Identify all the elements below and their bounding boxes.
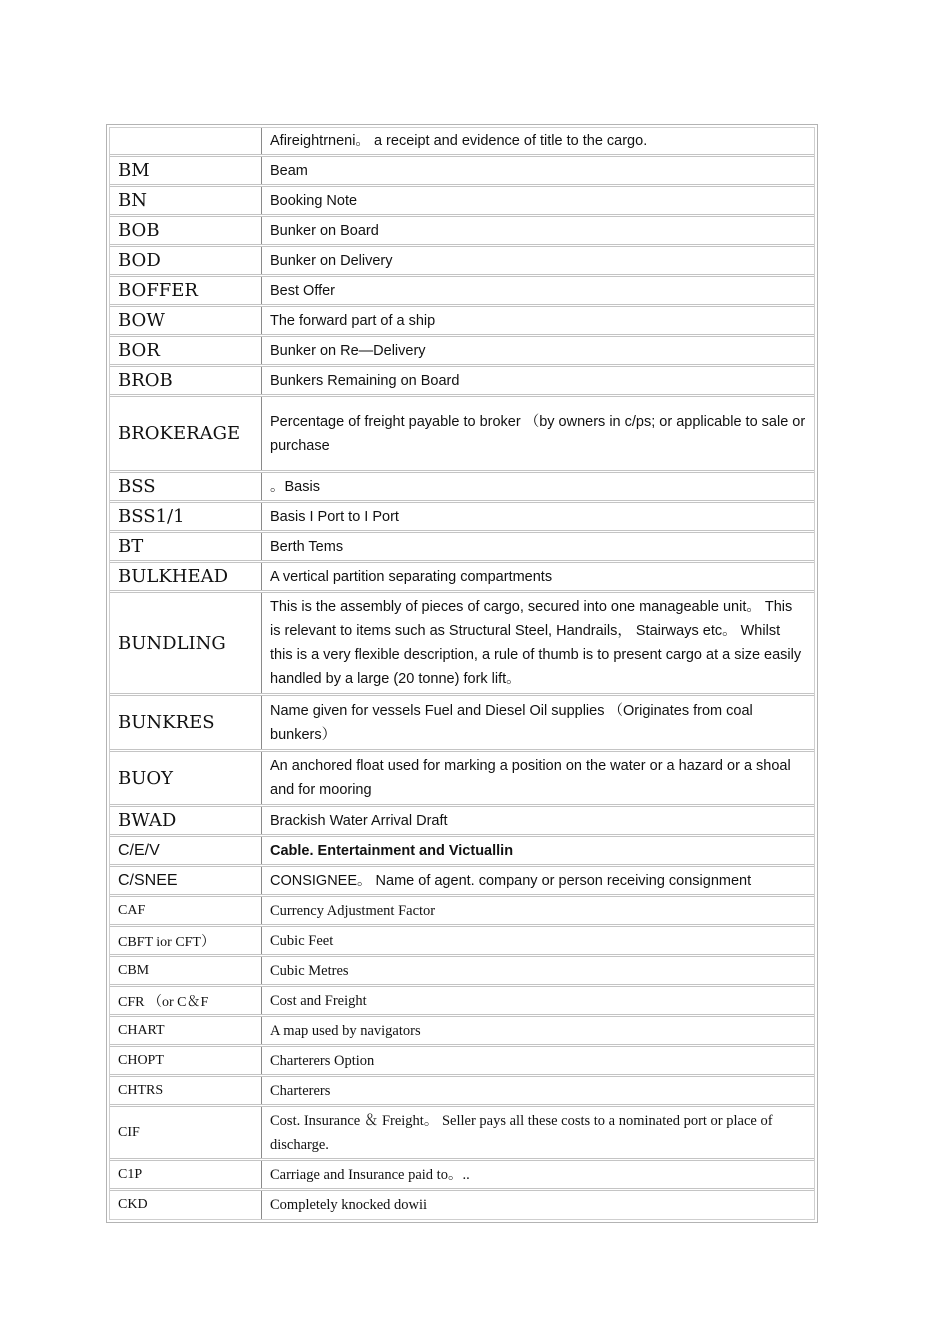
table-row <box>110 157 814 187</box>
definition-cell: Bunkers Remaining on Board <box>270 372 460 389</box>
definition-cell: Bunker on Delivery <box>270 252 393 269</box>
term-cell: BROKERAGE <box>110 397 262 470</box>
table-row <box>110 1191 814 1219</box>
definition-cell: This is the assembly of pieces of cargo, secured into one manageable unit。 This is relevant to items such as Structural Steel, Handrails， Stairways etc。 Whilst this is a very flexible description, a rule of thumb is to present cargo at a size easily handled by a large (20 tonne) fork lift。 <box>270 599 802 687</box>
table-row <box>110 187 814 217</box>
table-row <box>110 473 814 503</box>
table-row <box>110 367 814 397</box>
definition-cell: Afireightrneni。 a receipt and evidence of title to the cargo. <box>270 133 648 149</box>
table-row <box>110 927 814 957</box>
term-cell: CIF <box>110 1107 262 1158</box>
definition-cell: Percentage of freight payable to broker （by owners in c/ps; or applicable to sale or purchase <box>270 413 806 454</box>
term-cell: BSS1/1 <box>110 503 262 530</box>
term-cell: BOFFER <box>110 277 262 304</box>
definition-cell: Beam <box>270 162 308 179</box>
table-row <box>110 397 814 473</box>
term-cell: BROB <box>110 367 262 394</box>
definition-cell: Brackish Water Arrival Draft <box>270 812 448 829</box>
table-row <box>110 1017 814 1047</box>
term-cell: BOD <box>110 247 262 274</box>
table-row <box>110 533 814 563</box>
term-cell: BM <box>110 157 262 184</box>
term-cell: BT <box>110 533 262 560</box>
table-row <box>110 957 814 987</box>
definition-cell: A vertical partition separating compartments <box>270 568 553 585</box>
table-row <box>110 277 814 307</box>
term-cell: BUNKRES <box>110 696 262 749</box>
table-row <box>110 837 814 867</box>
term-cell: C1P <box>110 1161 262 1188</box>
definition-cell: Bunker on Re—Delivery <box>270 342 426 359</box>
definition-cell: 。Basis <box>270 478 320 495</box>
definition-cell: Cable. Entertainment and Victuallin <box>270 842 514 859</box>
table-row <box>110 593 814 696</box>
term-cell: C/SNEE <box>110 867 262 894</box>
term-cell: BULKHEAD <box>110 563 262 590</box>
definition-cell: Charterers Option <box>270 1052 375 1069</box>
term-cell: BWAD <box>110 807 262 834</box>
table-row <box>110 987 814 1017</box>
table-row <box>110 696 814 752</box>
definition-cell: Berth Tems <box>270 538 344 555</box>
table-row <box>110 1161 814 1191</box>
definition-cell: Best Offer <box>270 282 336 299</box>
table-row <box>110 217 814 247</box>
table-row <box>110 503 814 533</box>
definition-cell: Name given for vessels Fuel and Diesel Oil supplies （Originates from coal bunkers） <box>270 702 753 743</box>
definition-cell: A map used by navigators <box>270 1022 421 1039</box>
term-cell: CFR （or C＆F <box>110 987 262 1014</box>
term-cell: BN <box>110 187 262 214</box>
definition-cell: Cubic Feet <box>270 932 334 949</box>
term-cell: BOB <box>110 217 262 244</box>
term-cell: CHART <box>110 1017 262 1044</box>
definition-cell: Currency Adjustment Factor <box>270 902 436 919</box>
definition-cell: The forward part of a ship <box>270 312 436 329</box>
table-row <box>110 128 814 157</box>
table-row <box>110 752 814 807</box>
term-cell: BOW <box>110 307 262 334</box>
term-cell: CHTRS <box>110 1077 262 1104</box>
term-cell: CHOPT <box>110 1047 262 1074</box>
table-row <box>110 867 814 897</box>
table-row <box>110 247 814 277</box>
definition-cell: Basis I Port to I Port <box>270 508 399 525</box>
definition-cell: An anchored float used for marking a position on the water or a hazard or a shoal and for mooring <box>270 758 791 798</box>
term-cell: CBFT ior CFT） <box>110 927 262 954</box>
term-cell: CAF <box>110 897 262 924</box>
definition-cell: Completely knocked dowii <box>270 1197 428 1213</box>
term-cell: CKD <box>110 1191 262 1219</box>
definition-cell: Cost and Freight <box>270 992 367 1009</box>
table-row <box>110 807 814 837</box>
table-row <box>110 1077 814 1107</box>
glossary-table <box>106 124 818 1223</box>
table-row <box>110 1047 814 1077</box>
term-cell: BUNDLING <box>110 593 262 693</box>
definition-cell: CONSIGNEE。 Name of agent. company or person receiving consignment <box>270 872 752 889</box>
table-row <box>110 337 814 367</box>
term-cell: BOR <box>110 337 262 364</box>
table-row <box>110 307 814 337</box>
definition-cell: Bunker on Board <box>270 222 379 239</box>
definition-cell: Booking Note <box>270 192 358 209</box>
term-cell: CBM <box>110 957 262 984</box>
definition-cell: Charterers <box>270 1082 331 1099</box>
table-row <box>110 1107 814 1161</box>
term-cell: BUOY <box>110 752 262 804</box>
definition-cell: Cubic Metres <box>270 962 349 979</box>
definition-cell: Cost. Insurance ＆ Freight。 Seller pays all these costs to a nominated port or place of discharge. <box>270 1112 773 1153</box>
term-cell: BSS <box>110 473 262 500</box>
table-row <box>110 897 814 927</box>
term-cell: C/E/V <box>110 837 262 864</box>
definition-cell: Carriage and Insurance paid to。.. <box>270 1166 470 1183</box>
term-cell <box>110 128 262 154</box>
table-row <box>110 563 814 593</box>
